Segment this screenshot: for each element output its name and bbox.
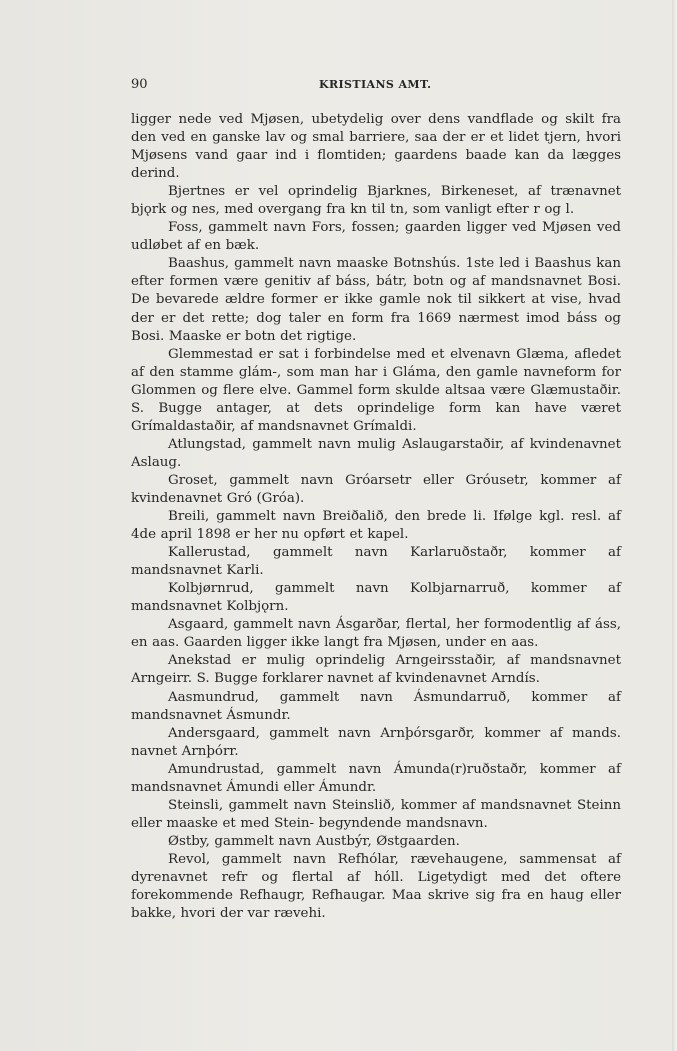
paragraph-bjertnes: Bjertnes er vel oprindelig Bjarknes, Birkeneset, af trænavnet bjǫrk og nes, med overgang fra kn til tn, som vanligt efter r og l.	[131, 184, 621, 218]
page-edge	[672, 0, 677, 1051]
paragraph-amundrustad: Amundrustad, gammelt navn Ámunda(r)ruðstaðr, kommer af mandsnavnet Ámundi eller Ámundr.	[131, 761, 621, 795]
paragraph-ostby: Østby, gammelt navn Austbýr, Østgaarden.	[168, 833, 460, 849]
paragraph-revol: Revol, gammelt navn Refhólar, rævehaugene, sammensat af dyrenavnet refr og flertal af hóll. Ligetydigt med det oftere forekommende Refhaugr, Refhaugar. Maa skrive sig fra en haug eller bakke, hvori der var rævehi.	[131, 851, 621, 922]
body-text	[131, 111, 621, 923]
page-header	[131, 77, 621, 95]
page-number: 90	[131, 77, 148, 92]
paragraph-continuation: ligger nede ved Mjøsen, ubetydelig over dens vandflade og skilt fra den ved en ganske lav og smal barriere, saa der er et lidet tjern, hvori Mjøsens vand gaar ind i flomtiden; gaardens baade kan da lægges derind.	[131, 112, 621, 182]
paragraph-glemmestad: Glemmestad er sat i forbindelse med et elvenavn Glæma, afledet af den stamme glám-, som man har i Gláma, den gamle navneform for Glommen og flere elve. Gammel form skulde altsaa være Glæmustaðir. S. Bugge antager, at dets oprindelige form kan have været Grímaldastaðir, af mandsnavnet Grímaldi.	[131, 346, 621, 434]
paragraph-andersgaard: Andersgaard, gammelt navn Arnþórsgarðr, kommer af mands. navnet Arnþórr.	[131, 725, 621, 759]
paragraph-groset: Groset, gammelt navn Gróarsetr eller Gróusetr, kommer af kvindenavnet Gró (Gróa).	[131, 472, 621, 506]
paragraph-steinsli: Steinsli, gammelt navn Steinslið, kommer af mandsnavnet Steinn eller maaske et med Stein- begyndende mandsnavn.	[131, 797, 621, 831]
paragraph-asgaard: Asgaard, gammelt navn Ásgarðar, flertal, her formodentlig af áss, en aas. Gaarden ligger ikke langt fra Mjøsen, under en aas.	[131, 617, 621, 651]
paragraph-baashus: Baashus, gammelt navn maaske Botnshús. 1ste led i Baashus kan efter formen være genitiv af báss, bátr, botn og af mandsnavnet Bosi. De bevarede ældre former er ikke gamle nok til sikkert at vise, hvad der er det rette; dog taler en form fra 1669 nærmest imod báss og Bosi. Maaske er botn det rigtige.	[131, 256, 621, 344]
paragraph-aasmundrud: Aasmundrud, gammelt navn Ásmundarruð, kommer af mandsnavnet Ásmundr.	[131, 689, 621, 723]
running-head: KRISTIANS AMT.	[319, 78, 432, 91]
paragraph-breili: Breili, gammelt navn Breiðalið, den brede li. Ifølge kgl. resl. af 4de april 1898 er her nu opført et kapel.	[131, 509, 621, 543]
paragraph-anekstad: Anekstad er mulig oprindelig Arngeirsstaðir, af mandsnavnet Arngeirr. S. Bugge forklarer navnet af kvindenavnet Arndís.	[131, 653, 621, 687]
paragraph-kallerustad: Kallerustad, gammelt navn Karlaruðstaðr, kommer af mandsnavnet Karli.	[131, 545, 621, 579]
paragraph-foss: Foss, gammelt navn Fors, fossen; gaarden ligger ved Mjøsen ved udløbet af en bæk.	[131, 220, 621, 254]
paragraph-kolbjornrud: Kolbjørnrud, gammelt navn Kolbjarnarruð, kommer af mandsnavnet Kolbjǫrn.	[131, 581, 621, 615]
paragraph-atlungstad: Atlungstad, gammelt navn mulig Aslaugarstaðir, af kvindenavnet Aslaug.	[131, 436, 621, 470]
